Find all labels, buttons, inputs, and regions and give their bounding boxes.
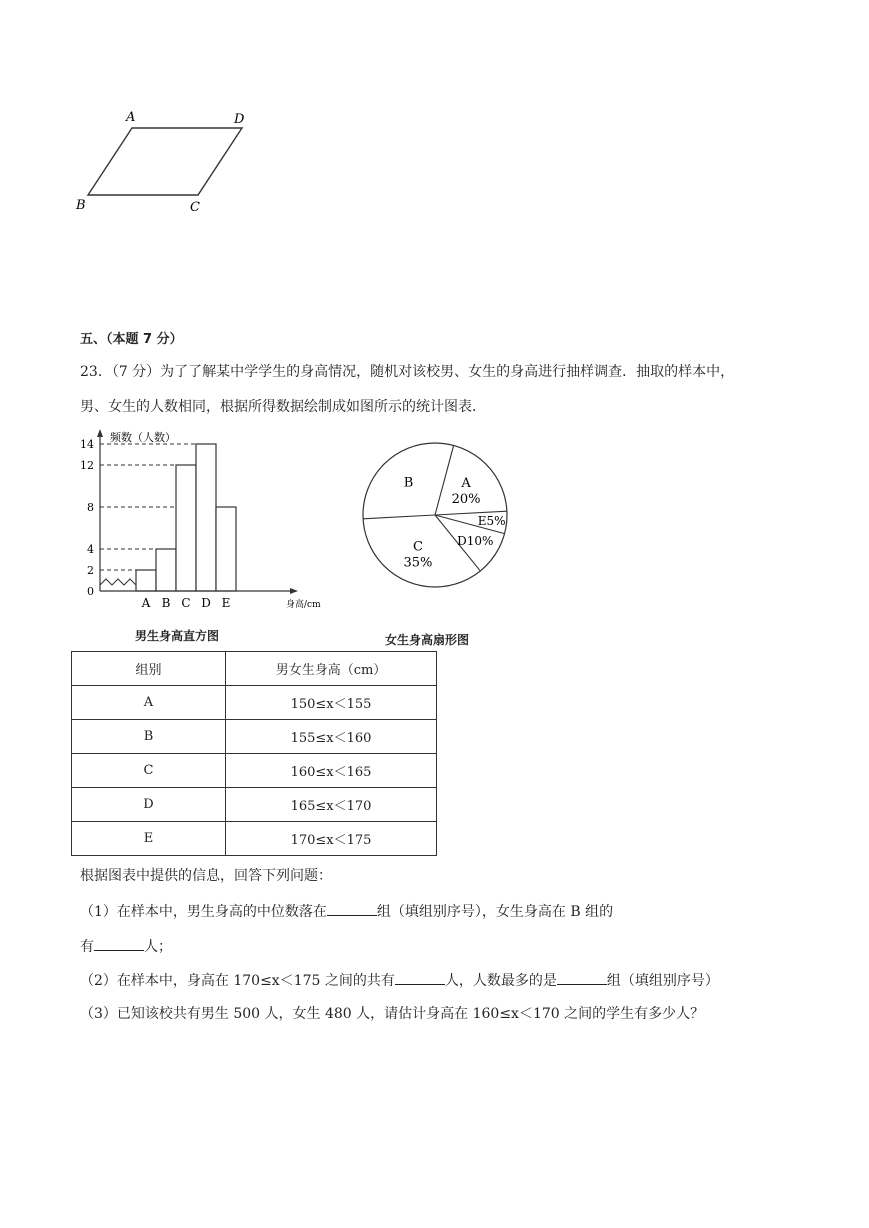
pie-percent-a: 20% bbox=[451, 491, 481, 507]
table-row bbox=[72, 822, 437, 856]
sub-question-2-text-b: 人，人数最多的是 bbox=[444, 973, 557, 989]
table-cell-range: 155≤x＜160 bbox=[226, 720, 437, 754]
question-line-1: 23．（7 分）为了了解某中学学生的身高情况，随机对该校男、女生的身高进行抽样调查．抽取的样本中， bbox=[80, 364, 735, 380]
histogram-bar-d bbox=[196, 444, 216, 591]
female-height-pie-chart bbox=[355, 435, 525, 605]
table-cell-group: D bbox=[72, 788, 226, 822]
histogram-y-tick: 4 bbox=[87, 543, 94, 556]
sub-question-1-text-b: 组（填组别序号），女生身高在 B 组的 bbox=[376, 904, 614, 920]
table-row bbox=[72, 686, 437, 720]
pie-label-d: D10% bbox=[457, 534, 494, 549]
pie-label-e: E5% bbox=[477, 513, 506, 528]
histogram-axis-break bbox=[100, 579, 136, 585]
histogram-bar-b bbox=[156, 549, 176, 591]
vertex-label-d: D bbox=[234, 112, 245, 127]
sub-question-1 bbox=[80, 901, 613, 922]
pie-title: 女生身高扇形图 bbox=[385, 633, 470, 647]
histogram-y-tick: 0 bbox=[87, 585, 94, 598]
sub-question-2-text-a: （2）在样本中，身高在 170≤x＜175 之间的共有 bbox=[80, 973, 395, 989]
answer-blank-4[interactable] bbox=[557, 970, 607, 985]
histogram-bar-c bbox=[176, 465, 196, 591]
pie-label-c: C bbox=[412, 539, 423, 555]
table-row bbox=[72, 720, 437, 754]
sub-question-1-text-a: （1）在样本中，男生身高的中位数落在 bbox=[80, 904, 327, 920]
table-header-height: 男女生身高（cm） bbox=[226, 652, 437, 686]
answer-prompt: 根据图表中提供的信息，回答下列问题： bbox=[80, 868, 332, 884]
histogram-y-tick: 12 bbox=[80, 459, 94, 472]
male-height-histogram bbox=[70, 425, 340, 620]
table-cell-group: E bbox=[72, 822, 226, 856]
histogram-x-tick: E bbox=[221, 596, 231, 610]
answer-blank-2[interactable] bbox=[94, 936, 144, 951]
table-row bbox=[72, 788, 437, 822]
histogram-x-tick: D bbox=[201, 596, 211, 610]
sub-question-1-text-c: 有 bbox=[80, 939, 94, 955]
pie-slice-edge bbox=[363, 515, 435, 519]
table-cell-range: 170≤x＜175 bbox=[226, 822, 437, 856]
table-cell-group: A bbox=[72, 686, 226, 720]
pie-label-b: B bbox=[403, 475, 414, 491]
table-header-group: 组别 bbox=[72, 652, 226, 686]
histogram-xlabel: 身高/cm bbox=[286, 600, 321, 610]
sub-question-3: （3）已知该校共有男生 500 人，女生 480 人，请估计身高在 160≤x＜170 之间的学生有多少人？ bbox=[80, 1006, 705, 1022]
histogram-x-arrow bbox=[290, 588, 298, 594]
answer-blank-1[interactable] bbox=[327, 901, 377, 916]
answer-blank-3[interactable] bbox=[395, 970, 445, 985]
histogram-bar-a bbox=[136, 570, 156, 591]
histogram-y-arrow bbox=[97, 429, 103, 437]
histogram-x-tick: B bbox=[161, 596, 171, 610]
vertex-label-a: A bbox=[126, 110, 136, 125]
table-cell-range: 160≤x＜165 bbox=[226, 754, 437, 788]
histogram-ylabel: 频数（人数） bbox=[110, 431, 176, 444]
table-cell-range: 150≤x＜155 bbox=[226, 686, 437, 720]
sub-question-2-text-c: 组（填组别序号） bbox=[606, 973, 719, 989]
question-line-2: 男、女生的人数相同，根据所得数据绘制成如图所示的统计图表． bbox=[80, 399, 486, 415]
histogram-y-tick: 8 bbox=[87, 501, 94, 514]
histogram-x-tick: C bbox=[181, 596, 191, 610]
pie-label-a: A bbox=[461, 475, 471, 491]
pie-percent-c: 35% bbox=[403, 555, 433, 571]
table-row bbox=[72, 754, 437, 788]
table-cell-range: 165≤x＜170 bbox=[226, 788, 437, 822]
vertex-label-b: B bbox=[76, 198, 86, 213]
section-title: 五、（本题 7 分） bbox=[80, 332, 183, 347]
parallelogram-figure bbox=[70, 105, 260, 220]
group-table bbox=[71, 651, 437, 856]
histogram-x-tick: A bbox=[141, 596, 151, 610]
vertex-label-c: C bbox=[190, 200, 200, 215]
parallelogram-shape bbox=[88, 128, 242, 195]
histogram-y-tick: 14 bbox=[80, 438, 94, 451]
table-cell-group: B bbox=[72, 720, 226, 754]
histogram-y-tick: 2 bbox=[87, 564, 94, 577]
histogram-title: 男生身高直方图 bbox=[135, 629, 220, 643]
histogram-bar-e bbox=[216, 507, 236, 591]
table-cell-group: C bbox=[72, 754, 226, 788]
sub-question-1-cont bbox=[80, 936, 172, 957]
sub-question-2 bbox=[80, 970, 719, 991]
sub-question-1-text-d: 人； bbox=[144, 939, 172, 955]
table-header-row bbox=[72, 652, 437, 686]
